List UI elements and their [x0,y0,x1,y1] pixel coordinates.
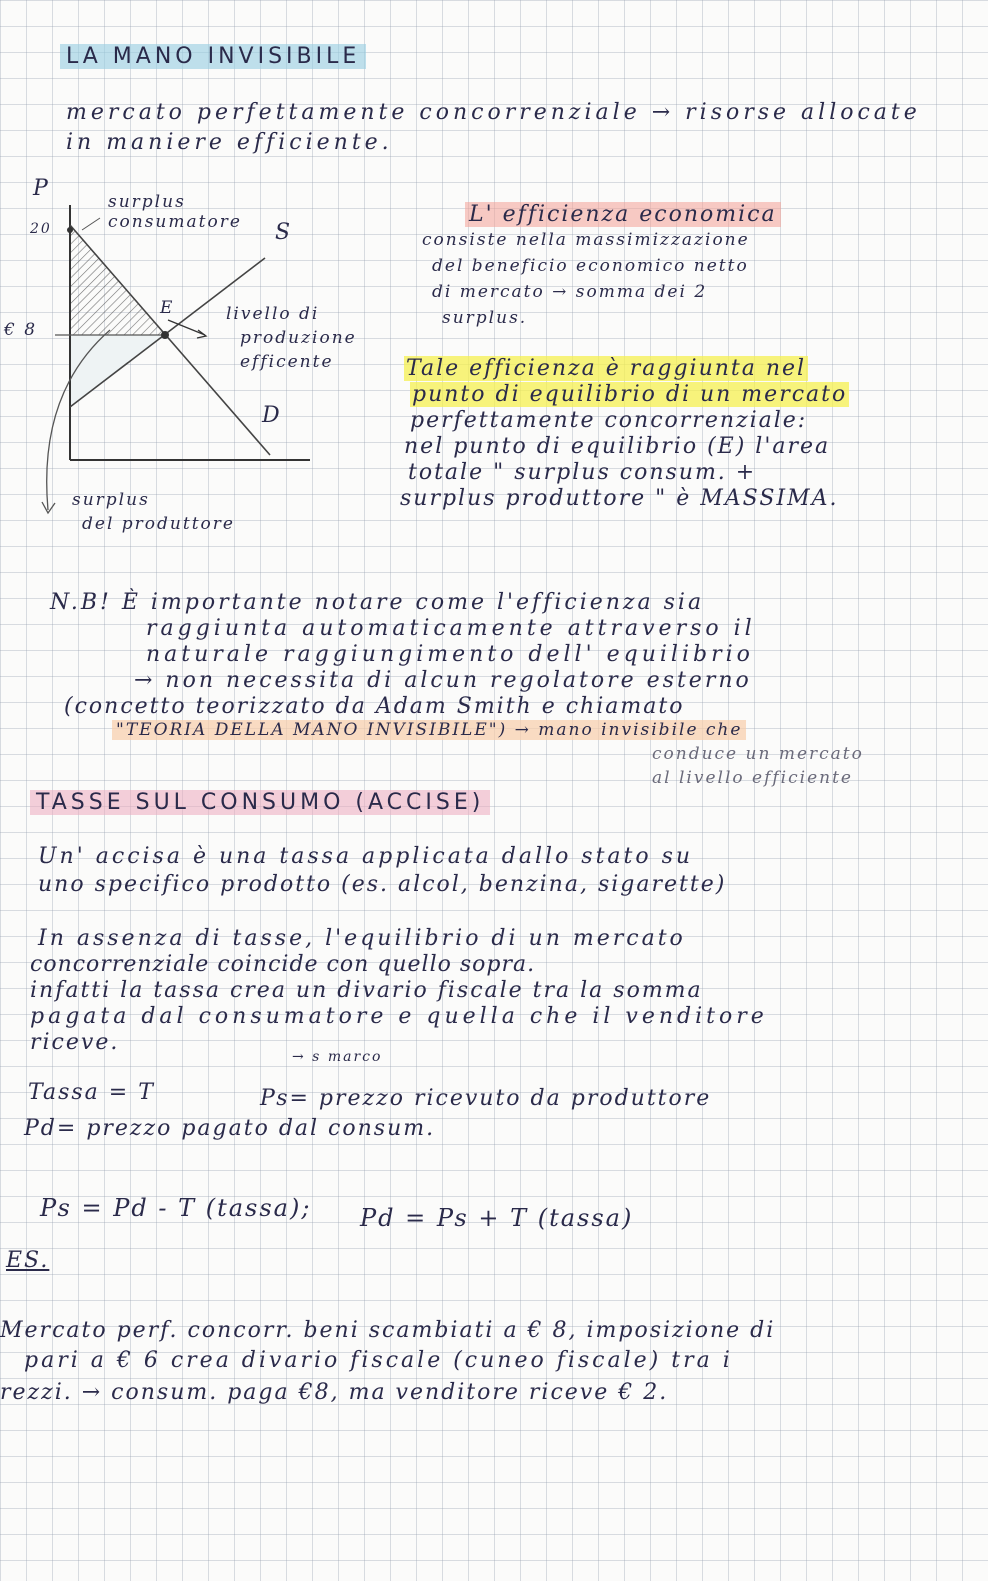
intro-line-2: in maniere efficiente. [66,130,393,155]
efficient-level-label-1: livello di [226,304,320,324]
example-line-1: Mercato perf. concorr. beni scambiati a € 8, imposizione di [0,1318,776,1343]
demand-label: D [262,403,282,428]
efficiency-line-2: consiste nella massimizzazione [422,230,750,250]
equilibrium-line-5: totale " surplus consum. + [408,460,757,485]
nb-line-2: raggiunta automaticamente attraverso il [146,616,756,641]
nb-line-5: (concetto teorizzato da Adam Smith e chiamato [64,694,685,719]
equilibrium-line-6: surplus produttore " è MASSIMA. [400,486,839,511]
equilibrium-line-4: nel punto di equilibrio (E) l'area [404,434,831,459]
efficient-level-label-3: efficente [240,352,334,372]
nb-line-7: conduce un mercato [652,744,864,764]
producer-surplus-label-2: del produttore [82,514,235,534]
intro-line-1: mercato perfettamente concorrenziale → risorse allocate [66,100,921,125]
efficiency-line-1: L' efficienza economica [465,204,781,226]
tax-line-4: pagata dal consumatore e quella che il venditore [30,1004,768,1029]
example-line-3: rezzi. → consum. paga €8, ma venditore riceve € 2. [0,1380,669,1405]
efficient-level-label-2: produzione [240,328,357,348]
nb-line-8: al livello efficiente [652,768,853,788]
formula-tassa: Tassa = T [28,1080,155,1105]
equilibrium-label: E [160,298,175,318]
nb-line-3: naturale raggiungimento dell' equilibrio [146,642,754,667]
efficiency-line-5: surplus. [442,308,528,328]
tax-line-5: riceve. [30,1030,120,1055]
equilibrium-line-2: punto di equilibrio di un mercato [412,382,848,407]
nb-line-4: → non necessita di alcun regolatore esterno [134,668,752,693]
efficiency-line-4: di mercato → somma dei 2 [432,282,708,302]
consumer-surplus-label: surplus consumatore [108,192,242,233]
accisa-line-1: Un' accisa è una tassa applicata dallo stato su [38,844,694,869]
tax-line-2: concorrenziale coincide con quello sopra. [30,952,536,977]
formula-eq2: Pd = Ps + T (tassa) [360,1204,634,1232]
equilibrium-line-1: Tale efficienza è raggiunta nel [406,356,807,381]
formula-note: → s marco [292,1049,383,1065]
example-line-2: pari a € 6 crea divario fiscale (cuneo fiscale) tra i [24,1348,733,1373]
efficiency-line-3: del beneficio economico netto [432,256,749,276]
producer-surplus-label-1: surplus [72,490,150,510]
equilibrium-point [161,331,169,339]
tax-line-3: infatti la tassa crea un divario fiscale tra la somma [30,978,703,1003]
equilibrium-line-3: perfettamente concorrenziale: [410,408,808,433]
price-axis-label: P [33,176,50,201]
page-title: LA MANO INVISIBILE [60,46,366,68]
formula-ps-def: Ps= prezzo ricevuto da produttore [260,1086,712,1111]
formula-eq1: Ps = Pd - T (tassa); [40,1194,312,1222]
price-tick-20: 20 [30,221,52,237]
formula-pd-def: Pd= prezzo pagato dal consum. [24,1116,436,1141]
section-title-tasse: TASSE SUL CONSUMO (ACCISE) [30,792,490,814]
nb-line-1: N.B! È importante notare come l'efficienza sia [50,590,705,615]
example-label: ES. [6,1248,50,1273]
supply-label: S [275,220,293,245]
price-tick-8: € 8 [4,320,38,340]
nb-line-6: "TEORIA DELLA MANO INVISIBILE") → mano invisibile che [112,722,746,739]
accisa-line-2: uno specifico prodotto (es. alcol, benzina, sigarette) [38,872,727,897]
tax-line-1: In assenza di tasse, l'equilibrio di un mercato [38,926,686,951]
